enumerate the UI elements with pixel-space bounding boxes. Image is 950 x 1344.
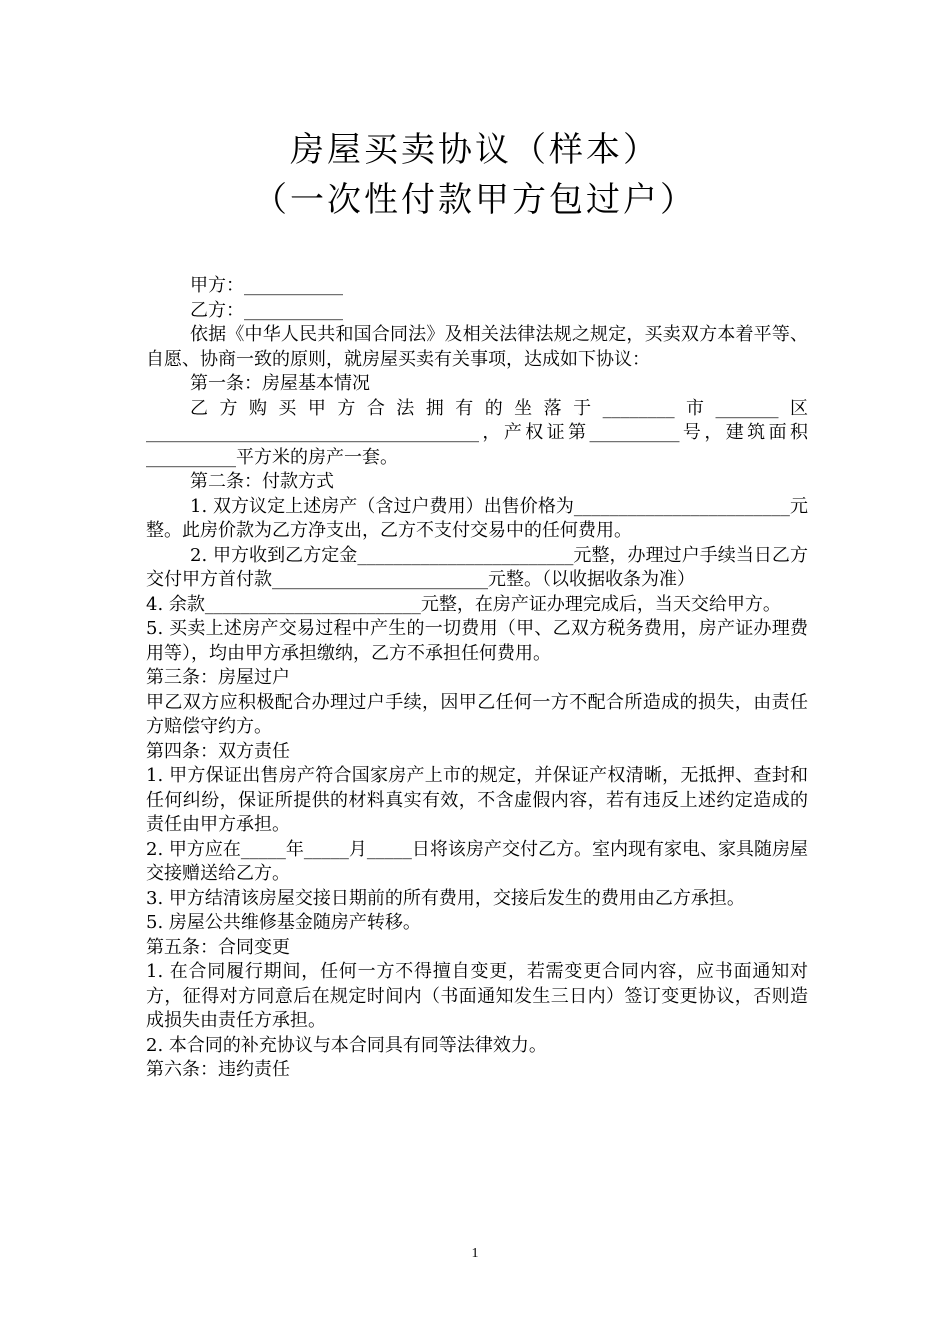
preamble-paragraph: 依据《中华人民共和国合同法》及相关法律法规之规定，买卖双方本着平等、自愿、协商一致的原则，就房屋买卖有关事项，达成如下协议： xyxy=(146,324,808,370)
article-4-item-1: 1. 甲方保证出售房产符合国家房产上市的规定，并保证产权清晰，无抵押、查封和任何纠纷，保证所提供的材料真实有效，不含虚假内容，若有违反上述约定造成的责任由甲方承担。 xyxy=(146,765,808,835)
article-2-item-4: 4. 余款________________________元整，在房产证办理完成后，当天交给甲方。 xyxy=(146,593,781,615)
article-1-heading: 第一条：房屋基本情况 xyxy=(190,373,370,394)
article-3-paragraph: 甲乙双方应积极配合办理过户手续，因甲乙任何一方不配合所造成的损失，由责任方赔偿守约方。 xyxy=(146,691,808,737)
document-title: 房屋买卖协议（样本） xyxy=(290,130,660,170)
page-number: 1 xyxy=(471,1246,479,1261)
article-5-item-2: 2. 本合同的补充协议与本合同具有同等法律效力。 xyxy=(146,1034,547,1056)
article-4-item-5: 5. 房屋公共维修基金随房产转移。 xyxy=(146,912,421,933)
article-5-item-1: 1. 在合同履行期间，任何一方不得擅自变更，若需变更合同内容，应书面通知对方，征得对方同意后在规定时间内（书面通知发生三日内）签订变更协议，否则造成损失由责任方承担。 xyxy=(146,961,808,1031)
article-2-item-2: 2. 甲方收到乙方定金________________________元整，办理过户手续当日乙方交付甲方首付款________________________元整。（以收据收条为准） xyxy=(146,544,808,590)
article-6-heading: 第六条：违约责任 xyxy=(146,1059,290,1080)
article-4-item-2: 2. 甲方应在_____年_____月_____日将该房产交付乙方。室内现有家电、家具随房屋交接赠送给乙方。 xyxy=(146,838,808,884)
party-b-line: 乙方：___________ xyxy=(190,299,343,321)
document-body xyxy=(146,274,808,1083)
article-2-item-1: 1. 双方议定上述房产（含过户费用）出售价格为________________________元整。此房价款为乙方净支出，乙方不支付交易中的任何费用。 xyxy=(146,495,808,541)
article-2-heading: 第二条：付款方式 xyxy=(190,471,334,492)
article-1-paragraph: 乙方购买甲方合法拥有的坐落于________市_______区_____________________________________，产权证第__________号，建筑面积__________平方米的房产一套。 xyxy=(146,397,808,468)
document-subtitle: （一次性付款甲方包过户） xyxy=(253,180,697,220)
article-2-item-5: 5. 买卖上述房产交易过程中产生的一切费用（甲、乙双方税务费用，房产证办理费用等），均由甲方承担缴纳，乙方不承担任何费用。 xyxy=(146,618,808,664)
article-3-heading: 第三条：房屋过户 xyxy=(146,667,290,688)
party-a-line: 甲方：___________ xyxy=(190,275,343,296)
article-4-item-3: 3. 甲方结清该房屋交接日期前的所有费用，交接后发生的费用由乙方承担。 xyxy=(146,887,745,909)
article-4-heading: 第四条：双方责任 xyxy=(146,740,290,762)
article-5-heading: 第五条：合同变更 xyxy=(146,936,290,958)
